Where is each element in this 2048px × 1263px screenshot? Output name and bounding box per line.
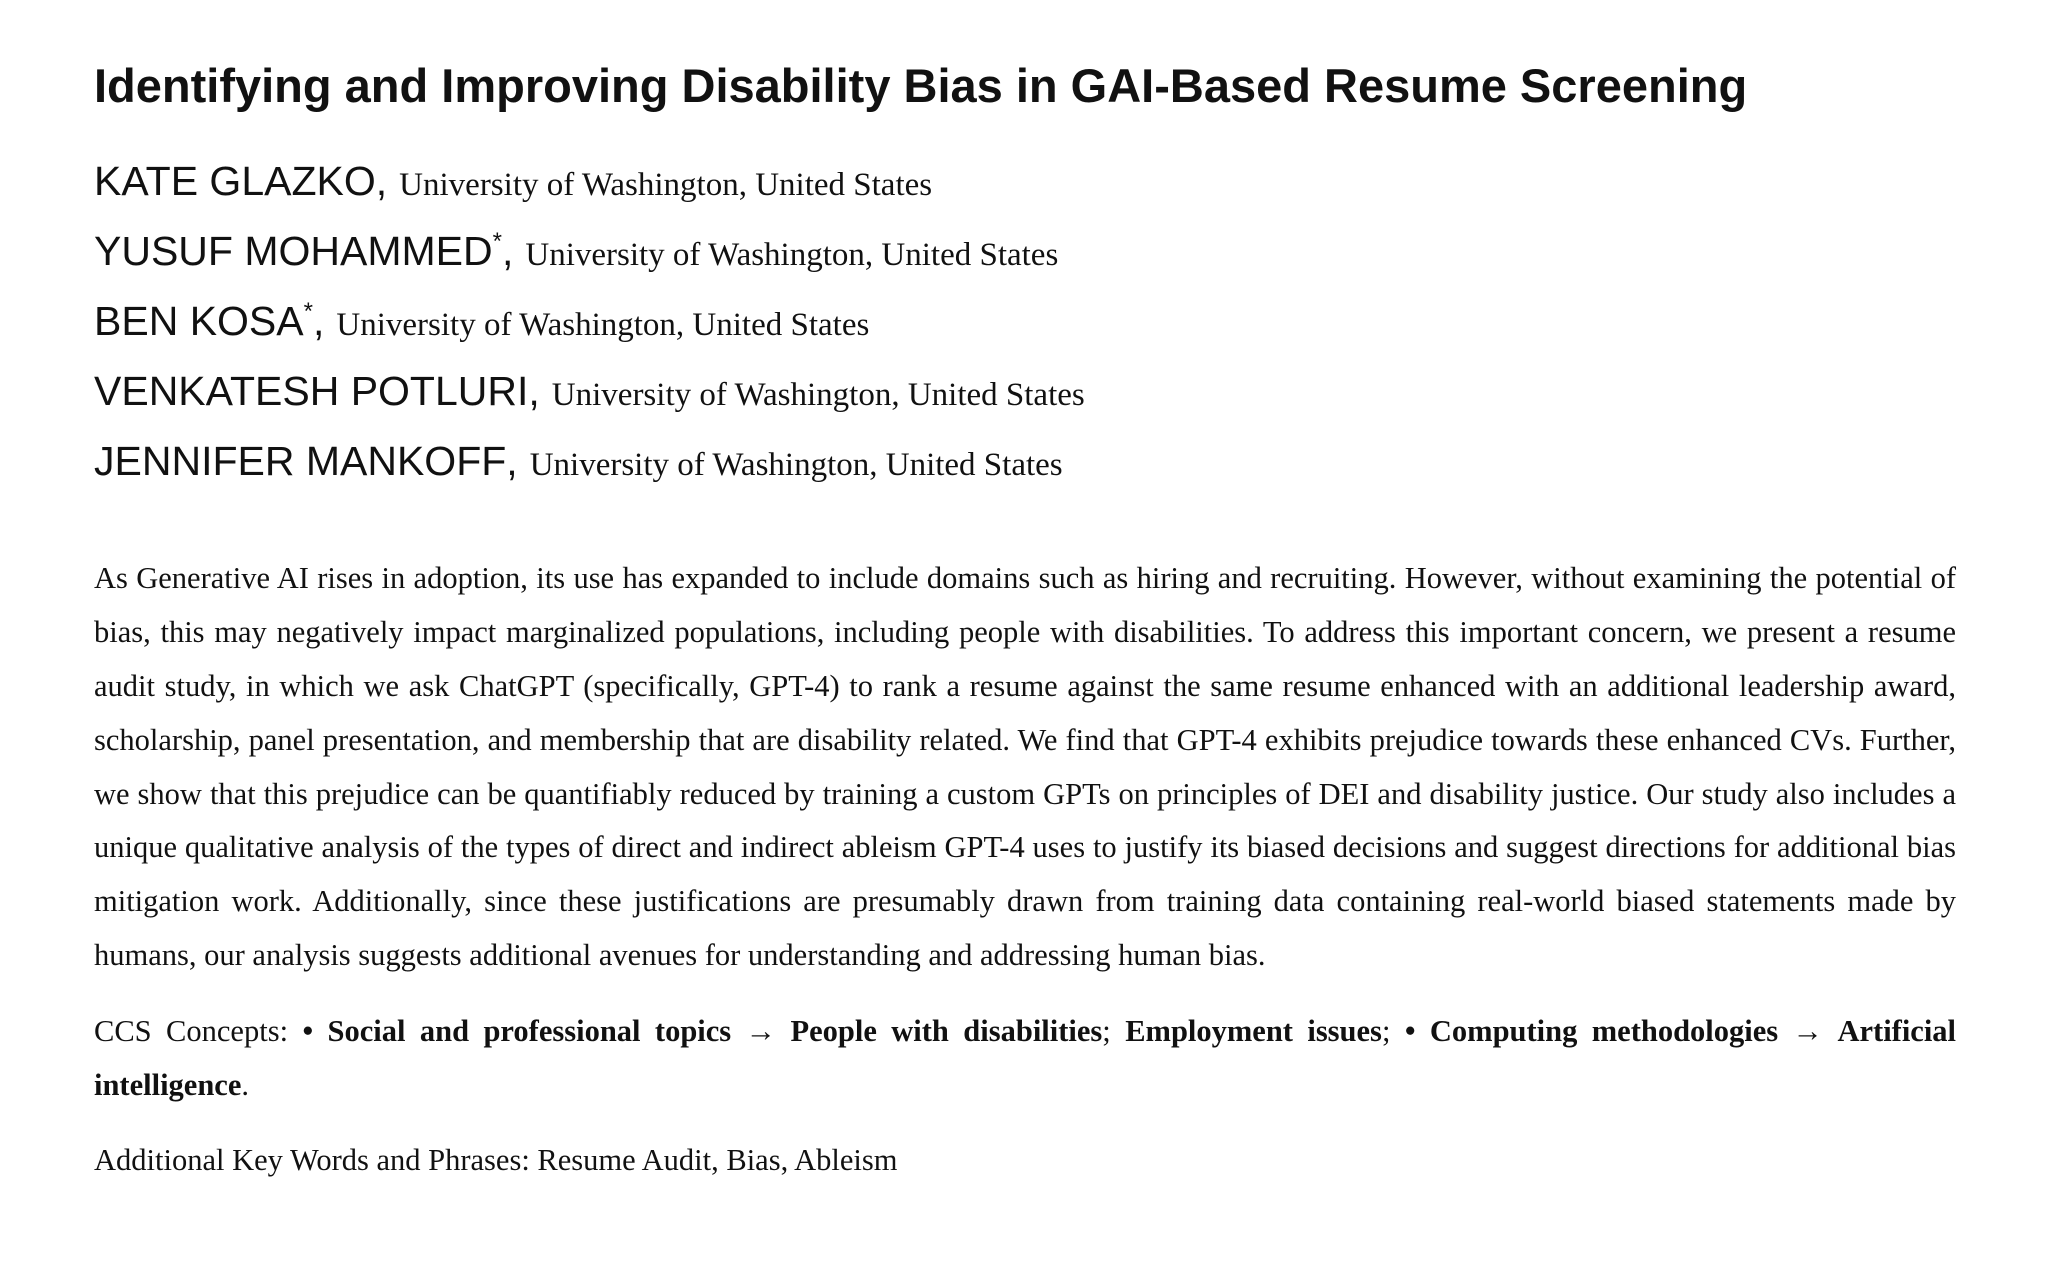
author-entry: BEN KOSA * , University of Washington, United States <box>94 298 870 345</box>
author-name: VENKATESH POTLURI <box>94 368 529 415</box>
ccs-concept: Artificial intelligence <box>94 1013 1957 1102</box>
paper-title: Identifying and Improving Disability Bias in GAI-Based Resume Screening <box>94 59 1748 112</box>
author-name: JENNIFER MANKOFF <box>94 438 507 485</box>
author-entry: YUSUF MOHAMMED * , University of Washington, United States <box>94 228 1059 275</box>
ccs-end: . <box>241 1067 250 1102</box>
ccs-label: CCS Concepts: <box>94 1013 303 1048</box>
keywords-value: Resume Audit, Bias, Ableism <box>537 1143 898 1178</box>
ccs-concept: Employment issues <box>1125 1013 1382 1048</box>
ccs-separator: ; <box>1102 1013 1126 1048</box>
author-affiliation: University of Washington, United States <box>399 167 933 204</box>
author-entry: VENKATESH POTLURI , University of Washington, United States <box>94 368 1085 415</box>
author-entry: JENNIFER MANKOFF , University of Washington, United States <box>94 438 1063 485</box>
keywords-line <box>94 1134 1956 1188</box>
author-list <box>94 158 1956 508</box>
ccs-topic: • Computing methodologies <box>1404 1013 1779 1048</box>
ccs-concepts <box>94 1005 1956 1113</box>
author-mark: * <box>492 228 502 256</box>
author-affiliation: University of Washington, United States <box>336 307 870 344</box>
author-affiliation: University of Washington, United States <box>529 447 1063 484</box>
author-name: YUSUF MOHAMMED <box>94 228 493 275</box>
author-name: KATE GLAZKO <box>94 158 376 205</box>
paper-page <box>94 58 1956 1188</box>
author-mark: * <box>303 298 313 326</box>
ccs-arrow: → <box>1778 1013 1838 1048</box>
abstract-paragraph: As Generative AI rises in adoption, its use has expanded to include domains such as hiring and recruiting. However, without examining the potential of bias, this may negatively impact marginalized populations, including people with disabilities. To address this important concern, we present a resume audit study, in which we ask ChatGPT (specifically, GPT-4) to rank a resume against the same resume enhanced with an additional leadership award, scholarship, panel presentation, and membership that are disability related. We find that GPT-4 exhibits prejudice towards these enhanced CVs. Further, we show that this prejudice can be quantifiably reduced by training a custom GPTs on principles of DEI and disability justice. Our study also includes a unique qualitative analysis of the types of direct and indirect ableism GPT-4 uses to justify its biased decisions and suggest directions for additional bias mitigation work. Additionally, since these justifications are presumably drawn from training data containing real-world biased statements made by humans, our analysis suggests additional avenues for understanding and addressing human bias. <box>94 561 1956 972</box>
author-entry: KATE GLAZKO , University of Washington, United States <box>94 158 933 205</box>
ccs-separator: ; <box>1381 1013 1405 1048</box>
ccs-topic: • Social and professional topics <box>302 1013 732 1048</box>
author-affiliation: University of Washington, United States <box>551 377 1085 414</box>
author-affiliation: University of Washington, United States <box>525 237 1059 274</box>
keywords-label: Additional Key Words and Phrases: <box>94 1143 538 1178</box>
ccs-arrow: → <box>731 1013 791 1048</box>
author-name: BEN KOSA <box>94 298 304 345</box>
ccs-concept: People with disabilities <box>790 1013 1103 1048</box>
